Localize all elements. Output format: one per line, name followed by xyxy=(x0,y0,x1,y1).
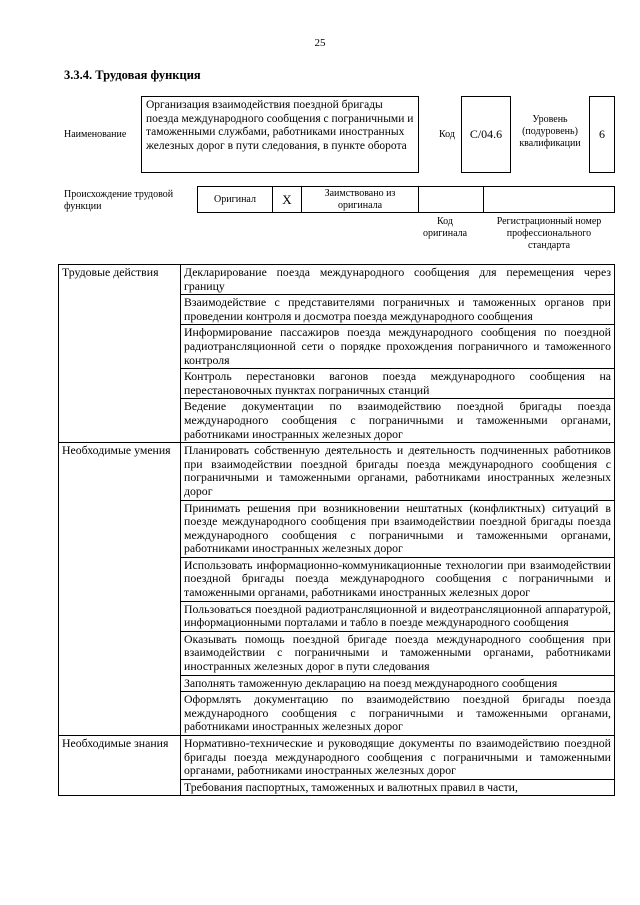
item-cell: Оказывать помощь поездной бригаде поезда международного сообщения при взаимодействии с пограничными и таможенными органами, работниками иностранных железных дорог в пути следования xyxy=(181,631,615,675)
item-cell: Принимать решения при возникновении нештатных (конфликтных) ситуаций в поезде международного сообщения при взаимодействии поездной бригады поезда международного сообщения с пограничными и таможенными органами, работниками иностранных железных дорог xyxy=(181,500,615,557)
table-row xyxy=(59,736,615,780)
function-table xyxy=(58,264,615,796)
item-cell: Декларирование поезда международного сообщения для перемещения через границу xyxy=(181,265,615,295)
item-cell: Пользоваться поездной радиотрансляционной и видеотрансляционной аппаратурой, информационными порталами и табло в поезде международного сообщения xyxy=(181,601,615,631)
item-cell: Планировать собственную деятельность и деятельность подчиненных работников при взаимодействии поездной бригады поезда международного сообщения с пограничными и таможенными органами, работниками иностранных железных дорог xyxy=(181,443,615,500)
page-number: 25 xyxy=(314,37,326,49)
original-mark: X xyxy=(272,186,302,213)
borrowed-label: Заимствовано из оригинала xyxy=(301,186,419,213)
code-original-label: Код оригинала xyxy=(422,216,468,239)
original-label: Оригинал xyxy=(197,186,273,213)
item-cell: Заполнять таможенную декларацию на поезд международного сообщения xyxy=(181,675,615,692)
name-label: Наименование xyxy=(64,129,127,140)
item-cell: Информирование пассажиров поезда международного сообщения по поездной радиотрансляционной сети о порядке прохождения пограничного и таможенного контроля xyxy=(181,325,615,369)
item-cell: Ведение документации по взаимодействию поездной бригады поезда международного сообщения с пограничными и таможенными органами, работниками иностранных железных дорог xyxy=(181,399,615,443)
category-cell: Необходимые умения xyxy=(59,443,181,736)
function-name-value: Организация взаимодействия поездной бригады поезда международного сообщения с пограничными и таможенными службами, работниками иностранных железных дорог в пути следования, в пункте оборота xyxy=(141,96,419,173)
code-value: C/04.6 xyxy=(461,96,511,173)
item-cell: Нормативно-технические и руководящие документы по взаимодействию поездной бригады поезда международного сообщения с пограничными и таможенными органами, работниками иностранных железных дорог xyxy=(181,736,615,780)
item-cell: Оформлять документацию по взаимодействию поездной бригады поезда международного сообщения с пограничными и таможенными органами, работниками иностранных железных дорог xyxy=(181,692,615,736)
table-row xyxy=(59,443,615,500)
code-label: Код xyxy=(439,129,455,140)
item-cell: Использовать информационно-коммуникационные технологии при взаимодействии поездной бригады поезда международного сообщения с пограничными и таможенными органами, работниками иностранных железных дорог xyxy=(181,557,615,601)
item-cell: Взаимодействие с представителями пограничных и таможенных органов при проведении контроля и досмотра поезда международного сообщения xyxy=(181,295,615,325)
section-title: 3.3.4. Трудовая функция xyxy=(64,68,201,82)
reg-number-label: Регистрационный номер профессионального стандарта xyxy=(496,216,602,251)
item-cell: Контроль перестановки вагонов поезда международного сообщения на перестановочных пунктах пограничных станций xyxy=(181,369,615,399)
reg-number-cell xyxy=(483,186,615,213)
origin-label: Происхождение трудовой функции xyxy=(64,189,174,212)
origin-grid xyxy=(198,186,616,213)
item-cell: Требования паспортных, таможенных и валютных правил в части, xyxy=(181,779,615,796)
table-row xyxy=(59,265,615,295)
qualification-level-label: Уровень (подуровень) квалификации xyxy=(519,114,581,149)
category-cell: Трудовые действия xyxy=(59,265,181,443)
code-original-cell xyxy=(418,186,484,213)
qualification-level-value: 6 xyxy=(589,96,615,173)
category-cell: Необходимые знания xyxy=(59,736,181,796)
